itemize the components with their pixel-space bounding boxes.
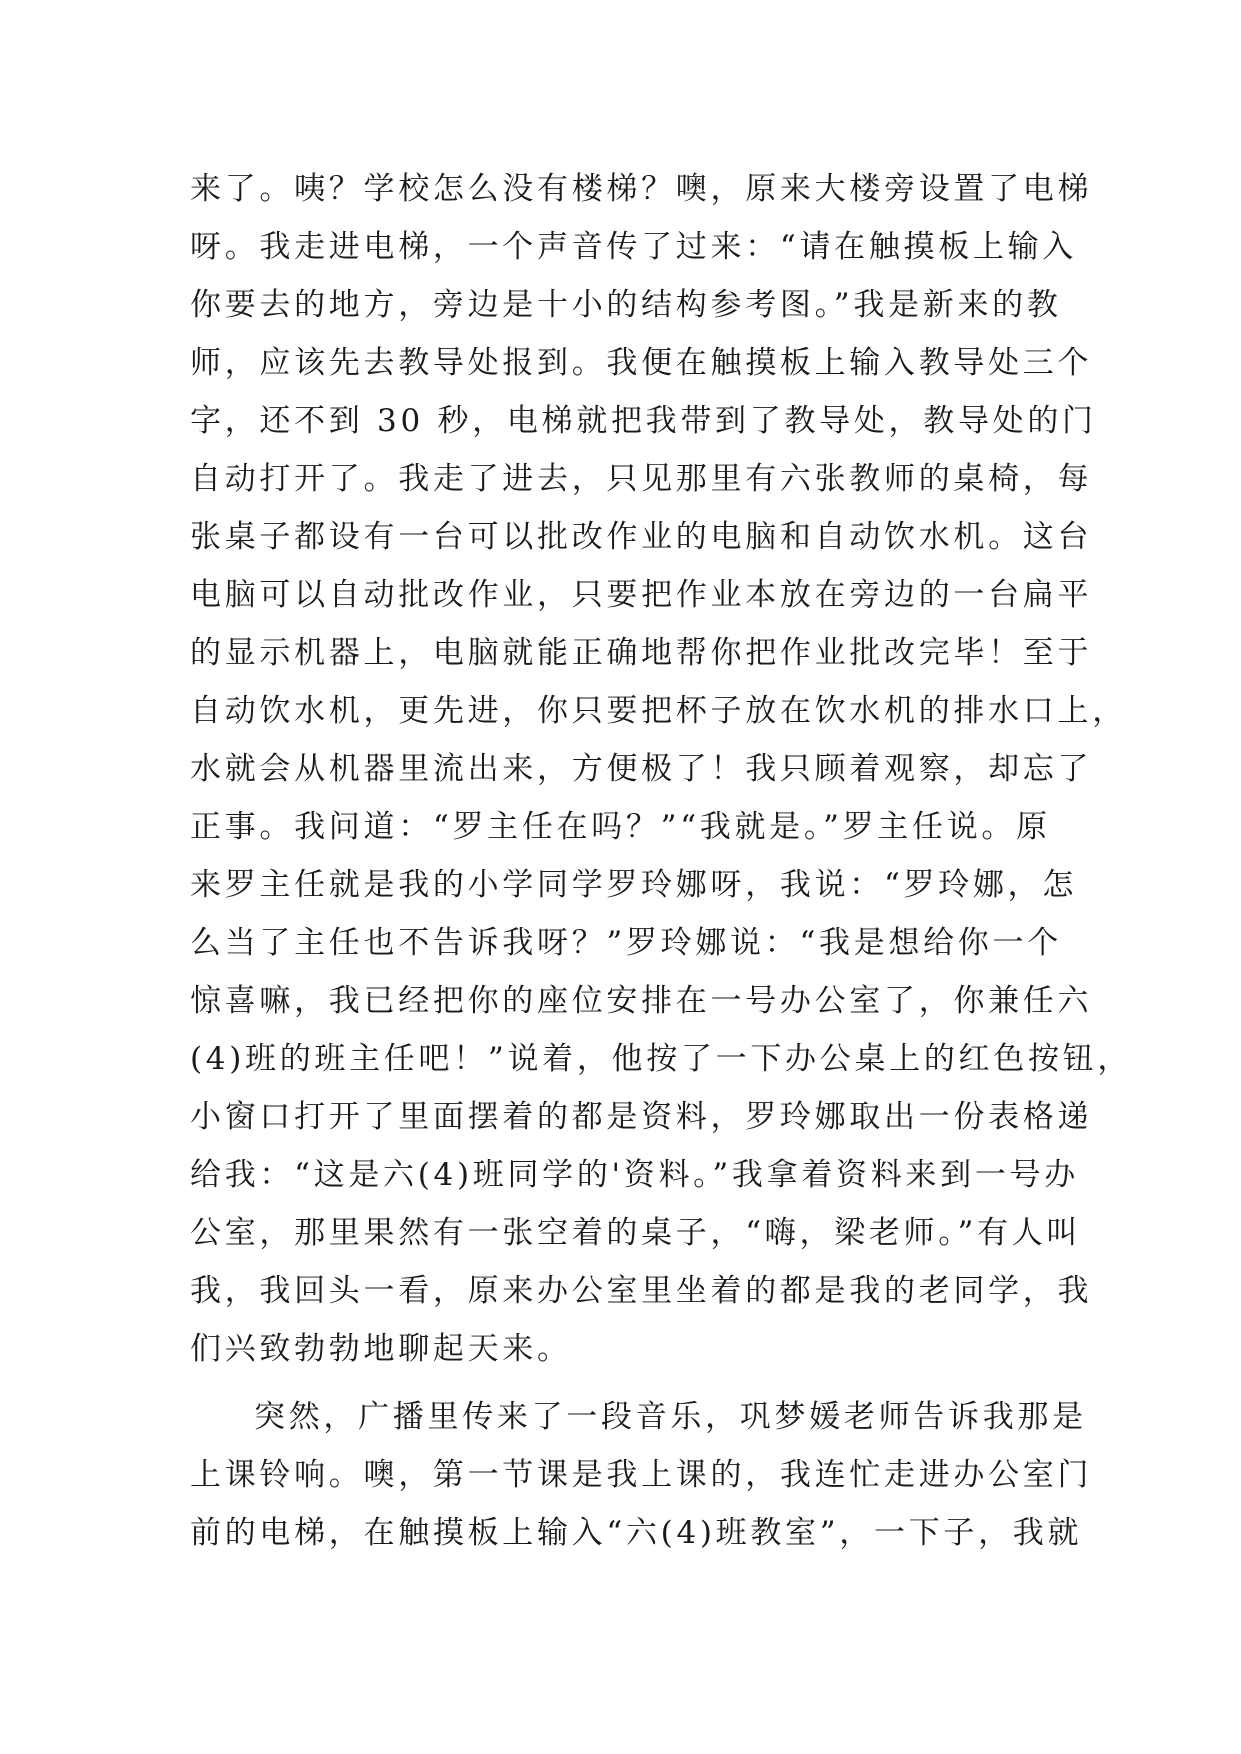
text-line: 上课铃响。噢，第一节课是我上课的，我连忙走进办公室门	[190, 1457, 1093, 1493]
text-line: 师，应该先去教导处报到。我便在触摸板上输入教导处三个	[190, 345, 1093, 381]
text-line: 电脑可以自动批改作业，只要把作业本放在旁边的一台扁平	[190, 577, 1093, 613]
text-line: 来罗主任就是我的小学同学罗玲娜呀，我说：“罗玲娜，怎	[190, 867, 1078, 903]
text-line: 小窗口打开了里面摆着的都是资料，罗玲娜取出一份表格递	[190, 1099, 1093, 1135]
body-text	[190, 160, 1133, 1562]
text-line: 们兴致勃勃地聊起天来。	[190, 1331, 572, 1367]
text-line: 正事。我问道：“罗主任在吗？”“我就是。”罗主任说。原	[190, 809, 1051, 845]
paragraph-spacer	[190, 1378, 1060, 1388]
paragraph-1	[190, 160, 1133, 1378]
text-line: 水就会从机器里流出来，方便极了！我只顾着观察，却忘了	[190, 751, 1093, 787]
text-line: 呀。我走进电梯，一个声音传了过来：“请在触摸板上输入	[190, 229, 1078, 265]
text-line: 张桌子都设有一台可以批改作业的电脑和自动饮水机。这台	[190, 519, 1093, 555]
text-line: 突然，广播里传来了一段音乐，巩梦媛老师告诉我那是	[254, 1399, 1087, 1435]
text-line: 你要去的地方，旁边是十小的结构参考图。”我是新来的教	[190, 287, 1062, 323]
text-line: 公室，那里果然有一张空着的桌子，“嗨，梁老师。”有人叫	[190, 1215, 1082, 1251]
text-line: 给我：“这是六(4)班同学的'资料。”我拿着资料来到一号办	[190, 1157, 1079, 1193]
text-line: 字，还不到 30 秒，电梯就把我带到了教导处，教导处的门	[190, 403, 1097, 439]
text-line: 么当了主任也不告诉我呀？”罗玲娜说：“我是想给你一个	[190, 925, 1062, 961]
text-line: 的显示机器上，电脑就能正确地帮你把作业批改完毕！至于	[190, 635, 1093, 671]
text-line: 自动饮水机，更先进，你只要把杯子放在饮水机的排水口上，	[190, 693, 1127, 729]
text-line: (4)班的班主任吧！”说着，他按了一下办公桌上的红色按钮，	[190, 1041, 1133, 1077]
text-line: 我，我回头一看，原来办公室里坐着的都是我的老同学，我	[190, 1273, 1093, 1309]
text-line: 来了。咦？学校怎么没有楼梯？噢，原来大楼旁设置了电梯	[190, 171, 1093, 207]
text-line: 自动打开了。我走了进去，只见那里有六张教师的桌椅，每	[190, 461, 1093, 497]
paragraph-2	[190, 1388, 1093, 1562]
text-line: 惊喜嘛，我已经把你的座位安排在一号办公室了，你兼任六	[190, 983, 1093, 1019]
text-line: 前的电梯，在触摸板上输入“六(4)班教室”，一下子，我就	[190, 1515, 1083, 1551]
